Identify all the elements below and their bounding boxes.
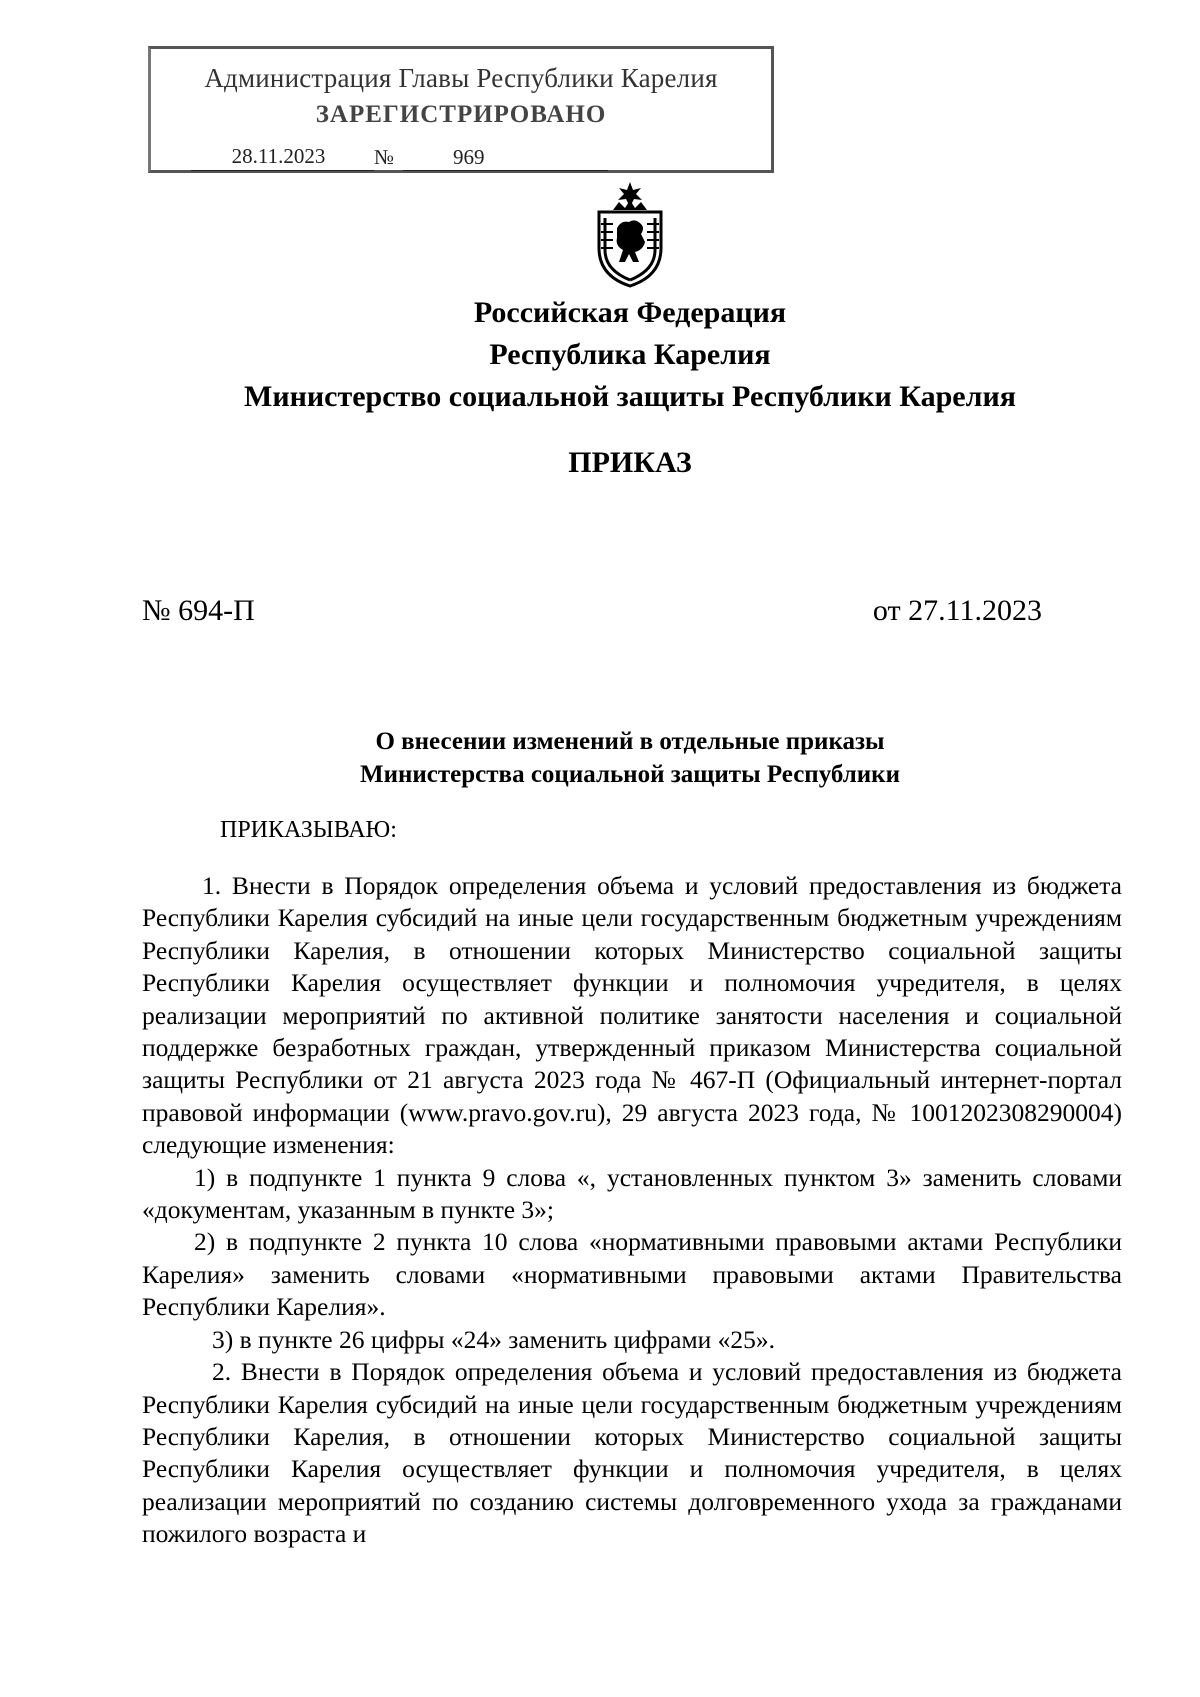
registration-stamp xyxy=(148,46,774,173)
stamp-number: 969 xyxy=(403,145,608,171)
stamp-authority: Администрация Главы Республики Карелия xyxy=(204,63,718,93)
header-ministry: Министерство социальной защиты Республики Карелия xyxy=(244,380,1016,413)
order-date: от 27.11.2023 xyxy=(872,594,1042,627)
paragraph-2: 2. Внести в Порядок определения объема и условий предоставления из бюджета Республики Карелия субсидий на иные цели государственным бюджетным учреждениям Республики Карелия, в отношении которых Министерство социальной защиты Республики Карелия осуществляет функции и полномочия учредителя, в целях реализации мероприятий по созданию системы долговременного ухода за гражданами пожилого возраста и xyxy=(142,1357,1122,1549)
header-republic: Республика Карелия xyxy=(489,338,771,371)
paragraph-1-item-2: 2) в подпункте 2 пункта 10 слова «нормативными правовыми актами Республики Карелия» заменить словами «нормативными правовыми актами Правительства Республики Карелия». xyxy=(142,1227,1122,1322)
subject-line-1: О внесении изменений в отдельные приказы xyxy=(375,728,885,755)
header-country: Российская Федерация xyxy=(473,296,787,329)
paragraph-1-item-1: 1) в подпункте 1 пункта 9 слова «, установленных пунктом 3» заменить словами «документам, указанным в пункте 3»; xyxy=(142,1162,1122,1225)
doc-type: ПРИКАЗ xyxy=(568,446,692,479)
stamp-registration-row xyxy=(191,143,749,171)
body-text xyxy=(142,870,1122,1551)
stamp-number-label: № xyxy=(374,145,395,169)
stamp-date: 28.11.2023 xyxy=(191,144,366,171)
paragraph-1: 1. Внести в Порядок определения объема и условий предоставления из бюджета Республики Карелия субсидий на иные цели государственным бюджетным учреждениям Республики Карелия, в отношении которых Министерство социальной защиты Республики Карелия осуществляет функции и полномочия учредителя, в целях реализации мероприятий по активной политике занятости населения и социальной поддержке безработных граждан, утвержденный приказом Министерства социальной защиты Республики от 21 августа 2023 года № 467-П (Официальный интернет-портал правовой информации (www.pravo.gov.ru), 29 августа 2023 года, № 1001202308290004) следующие изменения: xyxy=(142,871,1122,1160)
directive: ПРИКАЗЫВАЮ: xyxy=(220,817,397,843)
karelia-coat-of-arms-icon xyxy=(585,180,675,290)
order-number: № 694-П xyxy=(142,594,255,627)
paragraph-1-item-3: 3) в пункте 26 цифры «24» заменить цифрами «25». xyxy=(212,1324,775,1354)
subject-line-2: Министерства социальной защиты Республики xyxy=(360,761,900,788)
stamp-registered: ЗАРЕГИСТРИРОВАНО xyxy=(315,101,607,128)
